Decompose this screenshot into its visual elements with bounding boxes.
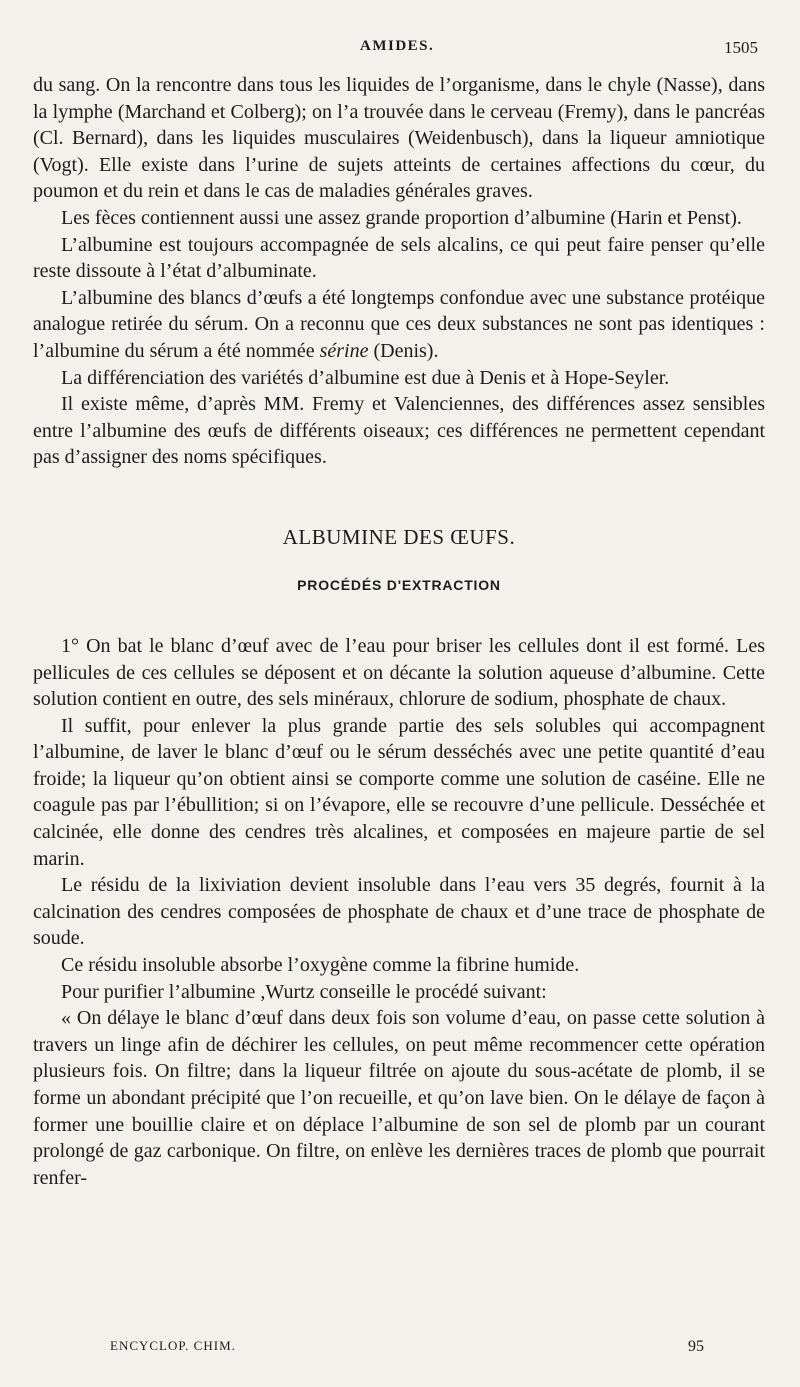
paragraph: Les fèces contiennent aussi une assez grande proportion d’albumine (Harin et Penst). <box>61 206 742 229</box>
paragraph-serine <box>33 285 765 365</box>
page-footer <box>0 1338 800 1362</box>
paragraph: L’albumine est toujours accompagnée de sels alcalins, ce qui peut faire penser qu’elle reste dissoute à l’état d’albuminate. <box>33 233 765 283</box>
paragraph: Pour purifier l’albumine ,Wurtz conseille le procédé suivant: <box>61 980 547 1003</box>
paragraph: Il existe même, d’après MM. Fremy et Valenciennes, des différences assez sensibles entre l’albumine des œufs de différents oiseaux; ces différences ne permettent cependant pas d’assigner des noms spécifiques. <box>33 393 765 469</box>
running-head <box>0 38 800 68</box>
signature-mark: ENCYCLOP. CHIM. <box>110 1338 236 1353</box>
section-title: ALBUMINE DES ŒUFS. <box>282 524 516 549</box>
paragraph: Le résidu de la lixiviation devient insoluble dans l’eau vers 35 degrés, fournit à la calcination des cendres composées de phosphate de chaux et d’une trace de phosphate de soude. <box>33 874 765 950</box>
paragraph: La différenciation des variétés d’albumine est due à Denis et à Hope-Seyler. <box>61 366 670 389</box>
paragraph: Il suffit, pour enlever la plus grande partie des sels solubles qui accompagnent l’albumine, de laver le blanc d’œuf ou le sérum desséchés avec une petite quantité d’eau froide; la liqueur qu’on obtient ainsi se comporte comme une solution de caséine. Elle ne coagule pas par l’ébullition; si on l’évapore, elle se recouvre d’une pellicule. Desséchée et calcinée, elle donne des cendres très alcalines, et composées en majeure partie de sel marin. <box>33 714 765 870</box>
page-number: 1505 <box>724 38 758 57</box>
text-run: (Denis). <box>368 339 439 362</box>
page-body <box>33 72 765 1191</box>
italic-term: sérine <box>319 339 369 362</box>
paragraph: Ce résidu insoluble absorbe l’oxygène comme la fibrine humide. <box>61 954 580 977</box>
paragraph: 1° On bat le blanc d’œuf avec de l’eau pour briser les cellules dont il est formé. Les pellicules de ces cellules se déposent et on décante la solution aqueuse d’albumine. Cette solution contient en outre, des sels minéraux, chlorure de sodium, phosphate de chaux. <box>33 634 765 711</box>
quotation-paragraph: « On délaye le blanc d’œuf dans deux fois son volume d’eau, on passe cette solution à travers un linge afin de déchirer les cellules, on peut même recommencer cette opération plusieurs fois. On filtre; dans la liqueur filtrée on ajoute du sous-acétate de plomb, il se forme un abondant précipité que l’on recueille, et qu’on lave bien. On le délaye de façon à former une bouillie claire et on déplace l’albumine de son sel de plomb par un courant prolongé de gaz carbonique. On filtre, on enlève les dernières traces de plomb que pourrait renfer- <box>33 1007 765 1189</box>
subsection-title: PROCÉDÉS D'EXTRACTION <box>297 576 501 593</box>
text-run: L’albumine des blancs d’œufs a été longtemps confondue avec une substance protéique analogue retirée du sérum. On a reconnu que ces deux substances ne sont pas identiques : l’albumine du sérum a été nommée <box>33 286 765 362</box>
running-title: AMIDES. <box>360 38 435 54</box>
sheet-number: 95 <box>688 1338 704 1355</box>
paragraph: du sang. On la rencontre dans tous les liquides de l’organisme, dans le chyle (Nasse), dans la lymphe (Marchand et Colberg); on l’a trouvée dans le cerveau (Fremy), dans le pancréas (Cl. Bernard), dans les liquides musculaires (Weidenbusch), dans la liqueur amniotique (Vogt). Elle existe dans l’urine de sujets atteints de certaines affections du cœur, du poumon et du rein et dans le cas de maladies générales graves. <box>33 74 765 203</box>
